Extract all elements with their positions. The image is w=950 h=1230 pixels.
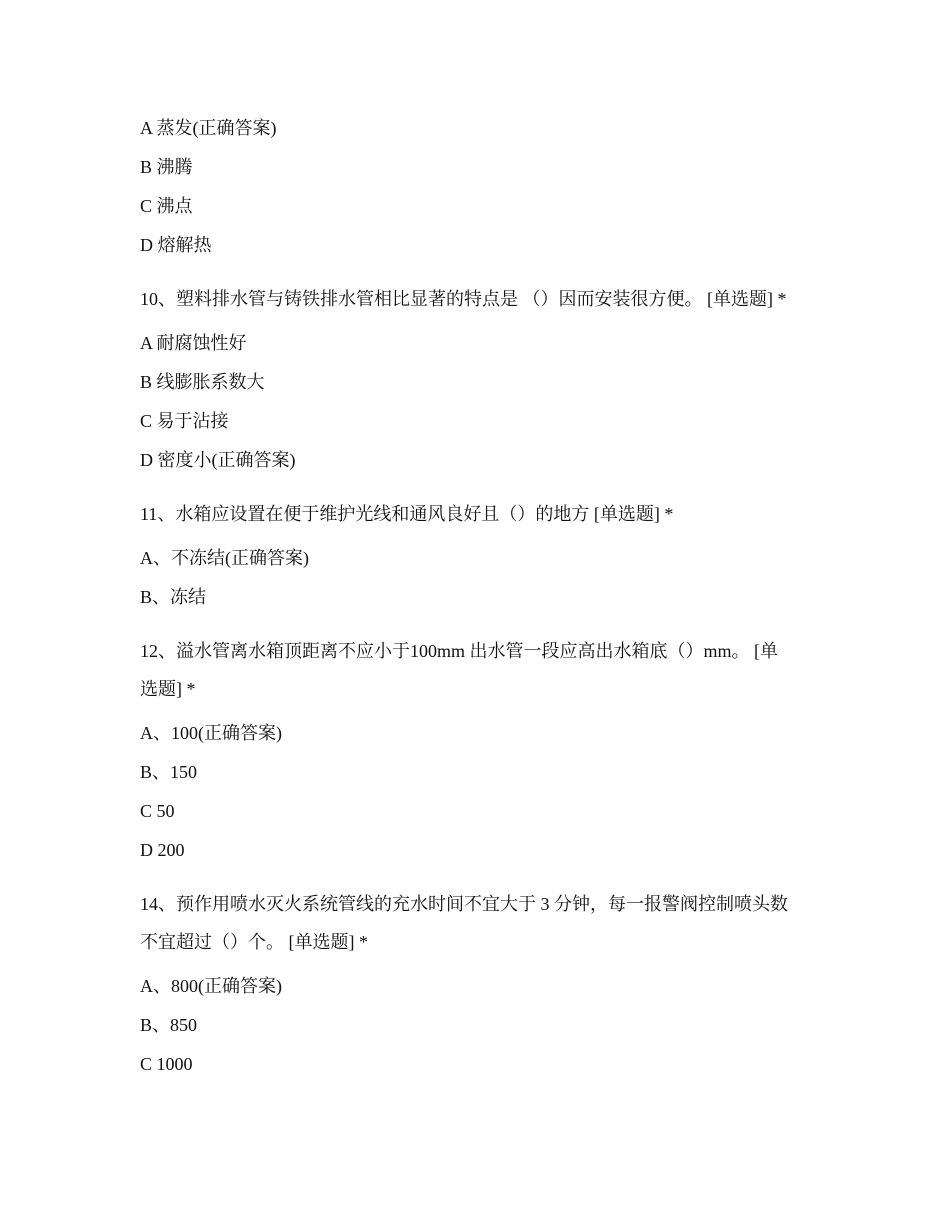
q10-option-a: A 耐腐蚀性好	[140, 333, 247, 353]
q12-option-d: D 200	[140, 840, 185, 860]
q10-option-b: B 线膨胀系数大	[140, 372, 265, 392]
q12-option-c: C 50	[140, 801, 175, 821]
q10-question: 10、塑料排水管与铸铁排水管相比显著的特点是 （）因而安装很方便。 [单选题] *	[140, 289, 787, 309]
q14-option-b: B、850	[140, 1015, 198, 1035]
q14-option-a: A、800(正确答案)	[140, 976, 282, 996]
q12-question-line2: 选题] *	[140, 679, 196, 699]
q9-option-c: C 沸点	[140, 196, 193, 216]
q12-option-b: B、150	[140, 762, 198, 782]
q9-option-d: D 熔解热	[140, 235, 212, 255]
q12-question-line1: 12、溢水管离水箱顶距离不应小于100mm 出水管一段应高出水箱底（）mm。 [单	[140, 641, 778, 661]
q14-question-line1: 14、预作用喷水灭火系统管线的充水时间不宜大于 3 分钟，每一报警阀控制喷头数	[140, 894, 788, 914]
q12-option-a: A、100(正确答案)	[140, 723, 282, 743]
q14-option-c: C 1000	[140, 1054, 193, 1074]
q11-option-b: B、冻结	[140, 587, 207, 607]
q14-question-line2: 不宜超过（）个。 [单选题] *	[140, 932, 368, 952]
q11-option-a: A、不冻结(正确答案)	[140, 548, 309, 568]
q9-option-a: A 蒸发(正确答案)	[140, 118, 277, 138]
q10-option-c: C 易于沾接	[140, 411, 229, 431]
q9-option-b: B 沸腾	[140, 157, 193, 177]
q11-question: 11、水箱应设置在便于维护光线和通风良好且（）的地方 [单选题] *	[140, 504, 674, 524]
q10-option-d: D 密度小(正确答案)	[140, 450, 296, 470]
